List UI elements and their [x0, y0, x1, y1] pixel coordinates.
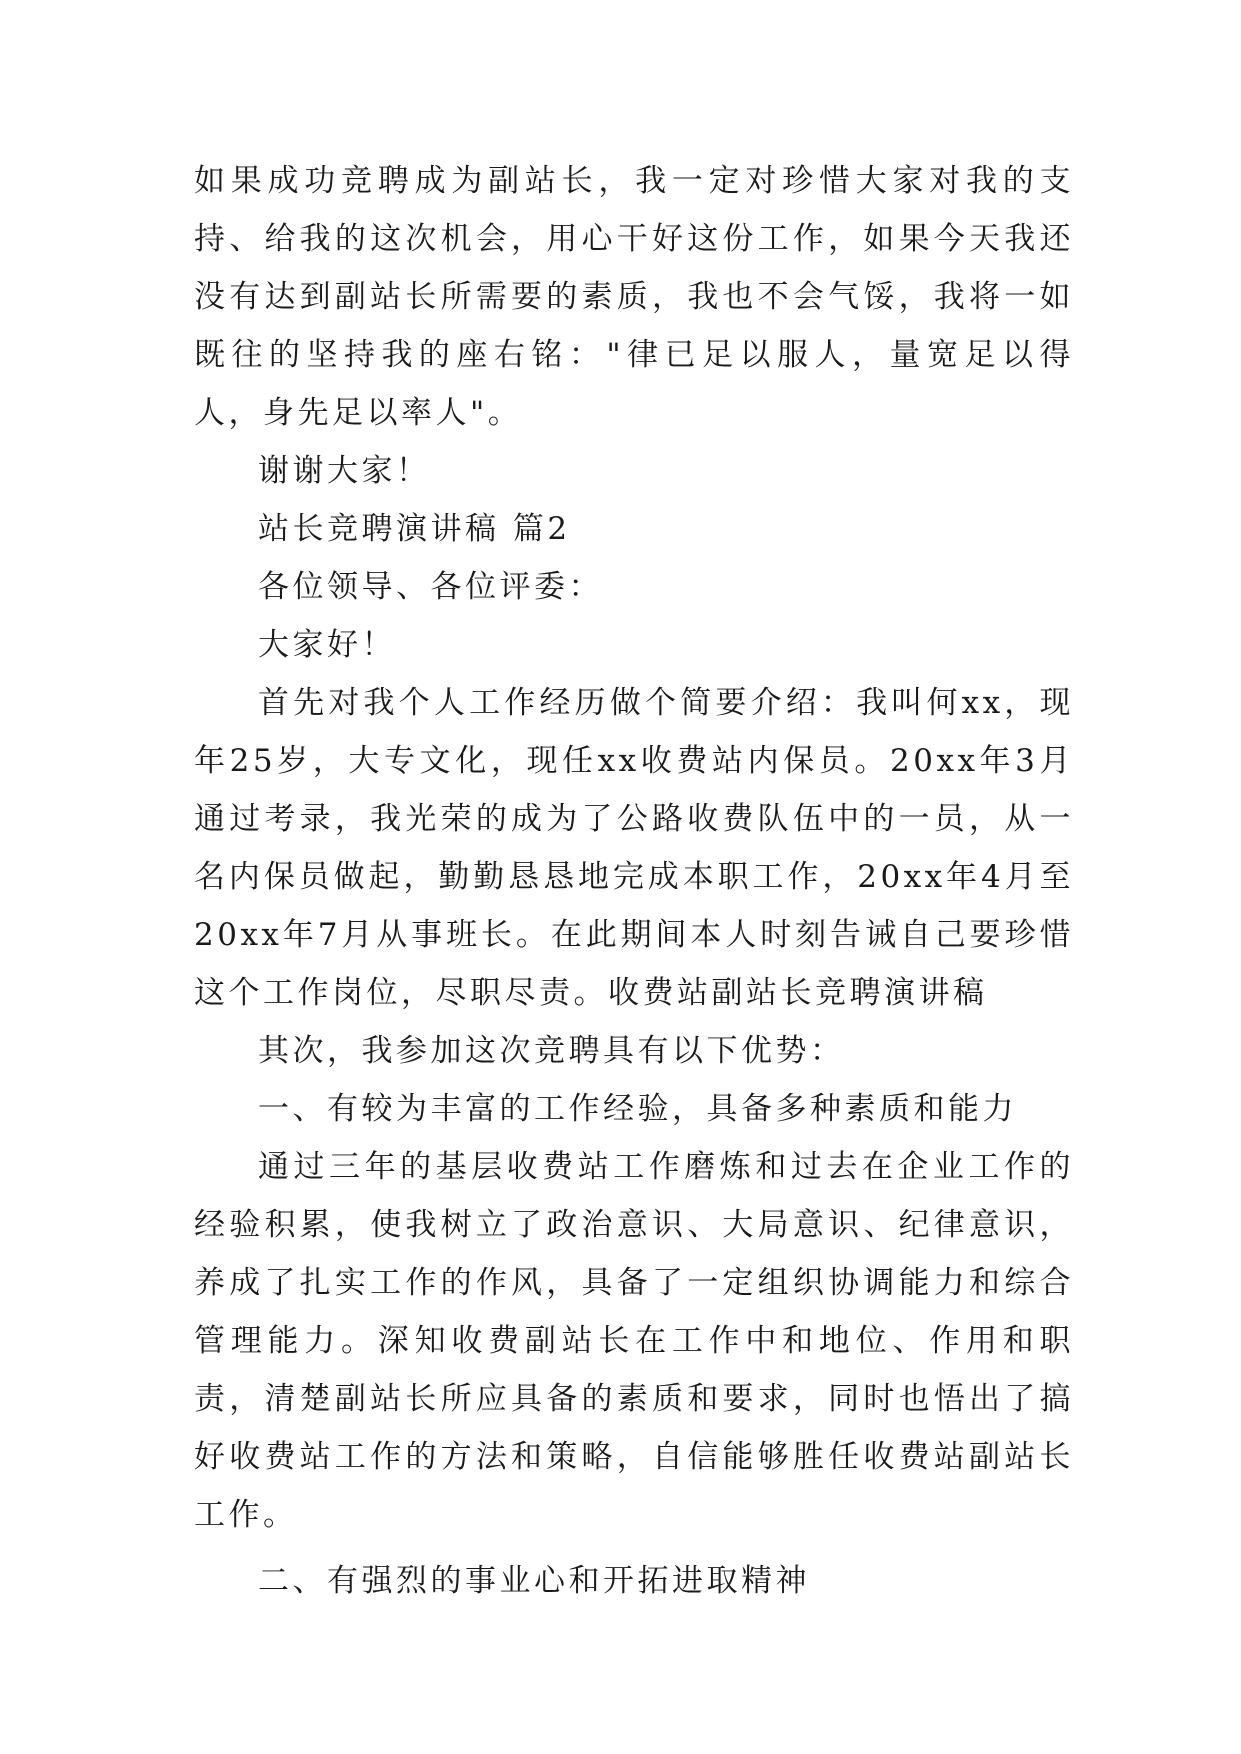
paragraph-thanks: 谢谢大家！ — [258, 453, 431, 489]
salutation: 各位领导、各位评委： — [258, 569, 603, 605]
paragraph-advantages-intro: 其次，我参加这次竞聘具有以下优势： — [258, 1033, 845, 1069]
subheading-two: 二、有强烈的事业心和开拓进取精神 — [258, 1563, 810, 1599]
document-body — [194, 152, 1074, 1610]
paragraph-closing-commitment: 如果成功竞聘成为副站长，我一定对珍惜大家对我的支持、给我的这次机会，用心干好这份工作，如果今天我还没有达到副站长所需要的素质，我也不会气馁，我将一如既往的坚持我的座右铭："律已足以服人，量宽足以得人，身先足以率人"。 — [194, 163, 1074, 431]
paragraph-introduction: 首先对我个人工作经历做个简要介绍：我叫何xx，现年25岁，大专文化，现任xx收费站内保员。20xx年3月通过考录，我光荣的成为了公路收费队伍中的一员，从一名内保员做起，勤勤恳恳地完成本职工作，20xx年4月至20xx年7月从事班长。在此期间本人时刻告诫自己要珍惜这个工作岗位，尽职尽责。收费站副站长竞聘演讲稿 — [194, 685, 1074, 1011]
section-heading: 站长竞聘演讲稿 篇2 — [258, 511, 571, 547]
paragraph-experience: 通过三年的基层收费站工作磨炼和过去在企业工作的经验积累，使我树立了政治意识、大局意识、纪律意识，养成了扎实工作的作风，具备了一定组织协调能力和综合管理能力。深知收费副站长在工作中和地位、作用和职责，清楚副站长所应具备的素质和要求，同时也悟出了搞好收费站工作的方法和策略，自信能够胜任收费站副站长工作。 — [194, 1149, 1074, 1533]
greeting: 大家好！ — [258, 627, 396, 663]
subheading-one: 一、有较为丰富的工作经验，具备多种素质和能力 — [258, 1091, 1017, 1127]
